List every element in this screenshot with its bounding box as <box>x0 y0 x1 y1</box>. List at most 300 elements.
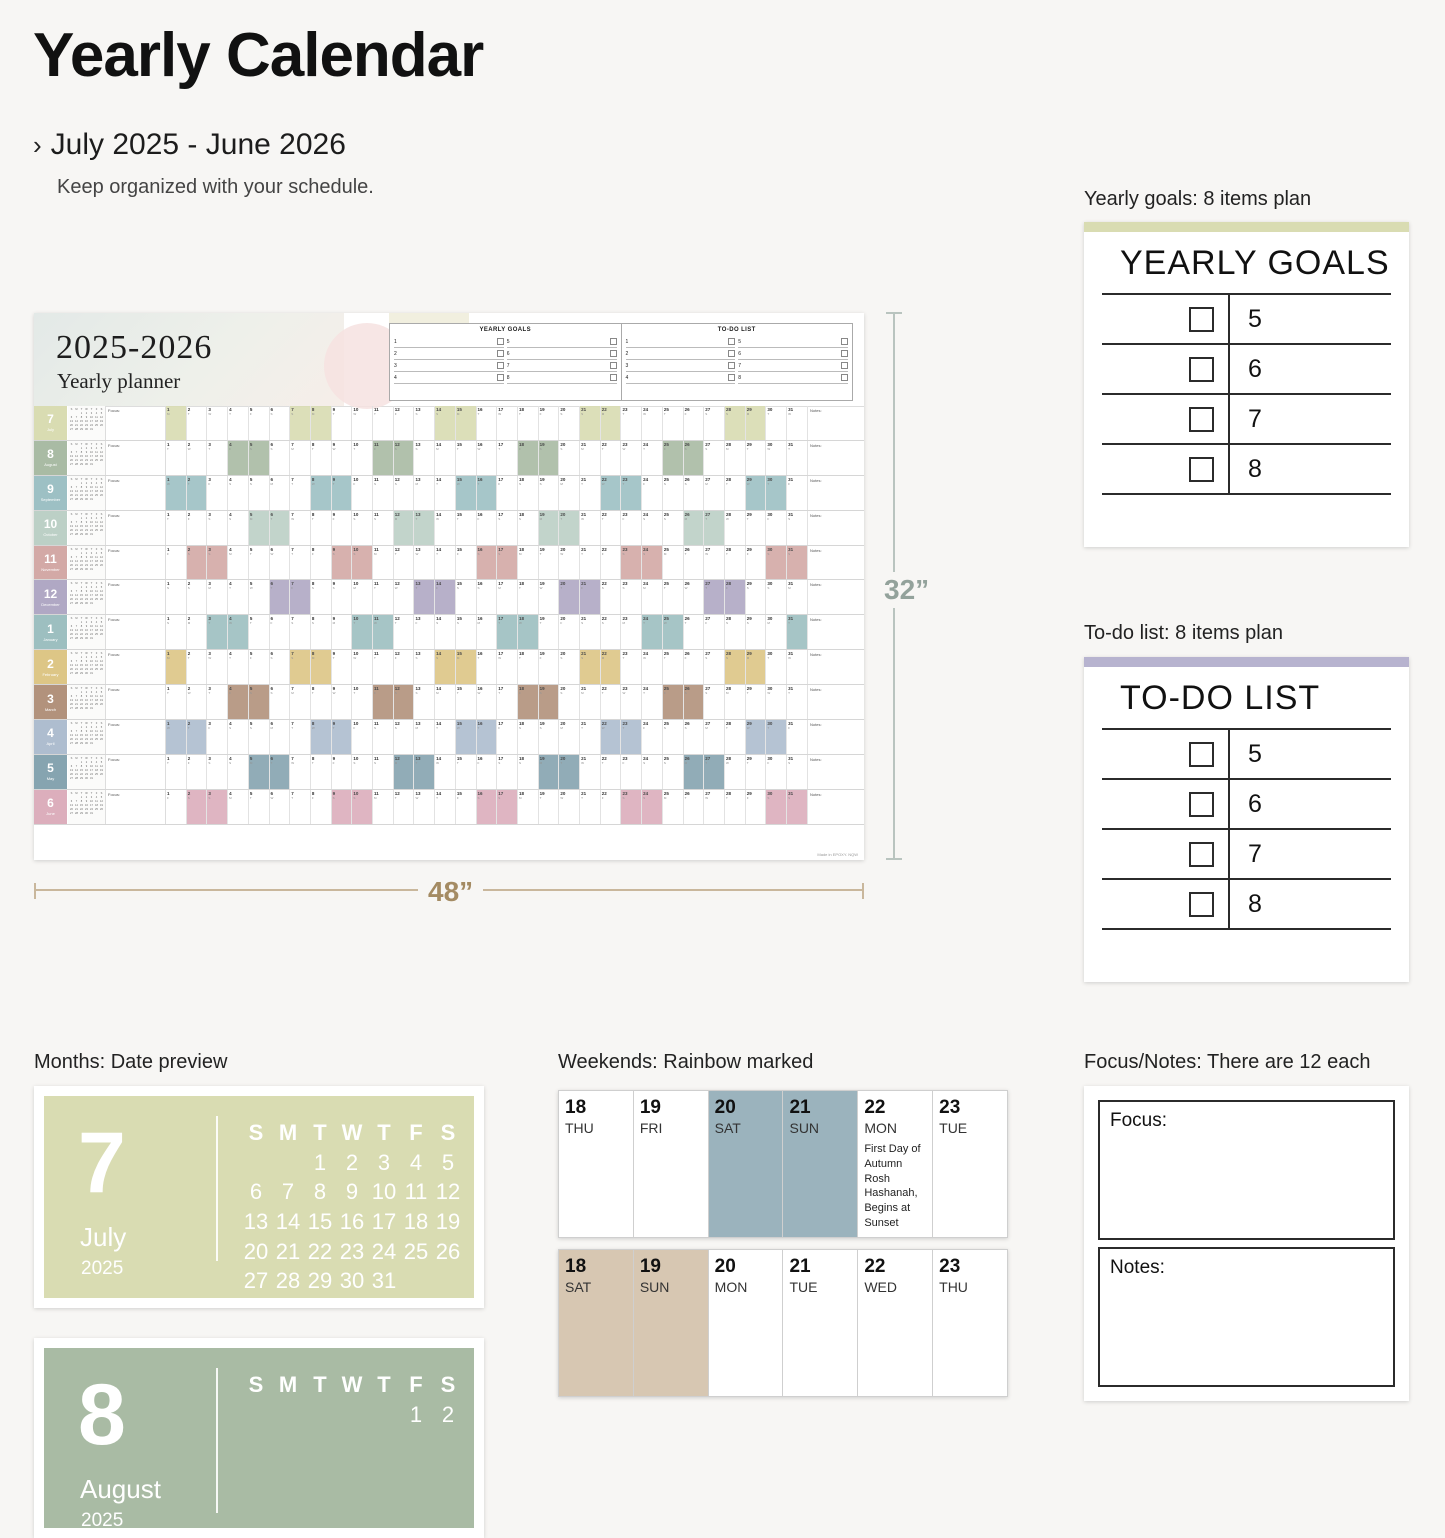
weekday-label: W <box>341 1372 363 1397</box>
poster-day-cell: 11 M <box>373 546 394 580</box>
poster-day-cell: 23 F <box>621 755 642 789</box>
checklist-checkbox-cell[interactable] <box>1102 345 1230 395</box>
poster-focus-cell: Focus: <box>106 650 166 684</box>
poster-day-cell: 30 S <box>766 580 787 614</box>
poster-day-cell: 17 T <box>497 615 518 649</box>
poster-day-cell: 12 T <box>394 615 415 649</box>
poster-day-cell: 16 T <box>477 406 498 440</box>
poster-checklist-line <box>738 348 848 360</box>
poster-notes-cell: Notes: <box>810 442 822 448</box>
poster-day-cell: 13 S <box>414 685 435 719</box>
poster-day-cell: 5 M <box>249 511 270 545</box>
poster-month-number: 8 <box>47 447 54 462</box>
poster-month-tag <box>34 615 68 649</box>
weekend-day-label: WED <box>864 1279 897 1295</box>
holiday-note-line: First Day of Autumn <box>864 1142 921 1170</box>
poster-day-cell: 13 S <box>414 406 435 440</box>
poster-day-cell: 28 S <box>725 406 746 440</box>
weekday-label: S <box>248 1120 264 1145</box>
poster-day-cell: 18 S <box>518 720 539 754</box>
checklist-checkbox-cell[interactable] <box>1102 395 1230 445</box>
checkbox-icon <box>610 362 617 369</box>
poster-day-cell: 31 W <box>787 406 808 440</box>
date-row <box>240 1266 464 1296</box>
poster-day-cell: 21 M <box>580 685 601 719</box>
checkbox-icon <box>841 350 848 357</box>
weekend-day-number: 19 <box>639 1256 661 1277</box>
poster-day-cell: 12 M <box>394 511 415 545</box>
poster-day-cell: 23 T <box>621 476 642 510</box>
poster-day-cells <box>166 650 808 684</box>
weekend-day-label: THU <box>939 1279 968 1295</box>
poster-notes-cell: Notes: <box>810 756 822 762</box>
poster-day-cell: 21 M <box>580 441 601 475</box>
poster-day-cell: 18 F <box>518 685 539 719</box>
poster-month-number: 5 <box>47 761 54 776</box>
poster-checklist-number: 1 <box>394 338 397 345</box>
poster-day-cell: 29 T <box>746 511 767 545</box>
poster-day-cell: 15 T <box>456 685 477 719</box>
date-cell: 28 <box>275 1268 301 1294</box>
date-cell: 22 <box>307 1238 333 1264</box>
poster-day-cell: 26 M <box>684 511 705 545</box>
poster-day-cell: 21 S <box>580 406 601 440</box>
poster-day-cell: 29 W <box>746 720 767 754</box>
poster-day-cell: 5 T <box>249 790 270 824</box>
poster-mini-calendar: S M T W T F S 1 2 3 4 5 6 7 8 9 10 11 12 13 14 15 16 17 18 19 20 21 22 23 24 25 26 27 28 29 30 31 <box>68 685 106 719</box>
poster-month-row <box>34 546 864 581</box>
poster-goal-todo-boxes <box>389 323 853 401</box>
weekend-day-number: 18 <box>565 1097 587 1118</box>
poster-day-cell: 8 W <box>311 720 332 754</box>
weekend-day-cell <box>858 1091 933 1237</box>
poster-checklist-line <box>738 336 848 348</box>
poster-day-cell: 13 M <box>414 476 435 510</box>
weekday-label: F <box>409 1120 423 1145</box>
poster-day-cell: 6 M <box>270 476 291 510</box>
poster-day-cell: 20 M <box>559 720 580 754</box>
poster-day-cell: 26 T <box>684 615 705 649</box>
poster-day-cell: 26 F <box>684 406 705 440</box>
poster-day-cell: 26 S <box>684 476 705 510</box>
poster-day-cell: 28 M <box>725 441 746 475</box>
date-cell: 24 <box>371 1238 397 1264</box>
weekday-label: S <box>440 1120 456 1145</box>
poster-day-cell: 16 S <box>477 790 498 824</box>
poster-day-cell: 25 S <box>663 720 684 754</box>
checklist-checkbox-cell[interactable] <box>1102 445 1230 495</box>
checkbox-icon[interactable] <box>1189 792 1214 817</box>
poster-day-cell: 25 F <box>663 441 684 475</box>
poster-day-cell: 22 F <box>601 790 622 824</box>
poster-month-row <box>34 441 864 476</box>
poster-day-cell: 9 S <box>332 580 353 614</box>
poster-day-cell: 12 S <box>394 685 415 719</box>
poster-day-cell: 6 W <box>270 790 291 824</box>
poster-day-cell: 27 S <box>704 406 725 440</box>
poster-day-cell: 8 W <box>311 476 332 510</box>
weekend-day-label: MON <box>714 1279 748 1295</box>
poster-month-tag <box>34 720 68 754</box>
poster-day-cell: 24 T <box>642 615 663 649</box>
poster-day-cell: 6 T <box>270 755 291 789</box>
poster-day-cell: 3 F <box>207 720 228 754</box>
poster-day-cell: 18 M <box>518 790 539 824</box>
poster-year-title: 2025-2026 <box>56 329 213 366</box>
checkbox-icon <box>497 350 504 357</box>
poster-day-cell: 26 T <box>684 546 705 580</box>
poster-day-cell: 13 S <box>414 650 435 684</box>
poster-day-cell: 12 S <box>394 476 415 510</box>
yearly-goals-card <box>1084 222 1409 547</box>
poster-day-cell: 4 M <box>228 546 249 580</box>
poster-day-cell: 31 F <box>787 476 808 510</box>
poster-focus-cell: Focus: <box>106 790 166 824</box>
poster-checklist-number: 6 <box>506 350 510 357</box>
poster-day-cell: 4 F <box>228 685 249 719</box>
checkbox-icon[interactable] <box>1189 842 1214 867</box>
weekend-day-label: THU <box>565 1120 594 1136</box>
poster-day-cell: 2 W <box>187 685 208 719</box>
poster-day-cell: 19 M <box>539 755 560 789</box>
date-cell <box>304 1400 336 1430</box>
date-cell: 9 <box>345 1179 359 1205</box>
poster-day-cell: 27 W <box>704 546 725 580</box>
poster-month-row <box>34 790 864 825</box>
checkbox-icon[interactable] <box>1189 357 1214 382</box>
poster-day-cell: 23 W <box>621 441 642 475</box>
poster-day-cell: 19 S <box>539 720 560 754</box>
weekend-day-number: 19 <box>639 1097 661 1118</box>
poster-day-cell: 9 T <box>332 476 353 510</box>
poster-day-cell: 19 F <box>539 650 560 684</box>
poster-day-cells <box>166 720 808 754</box>
poster-checklist-number: 1 <box>625 338 629 345</box>
poster-day-cell: 22 T <box>601 511 622 545</box>
checklist-row <box>1102 295 1391 345</box>
poster-day-cell: 1 W <box>166 720 187 754</box>
poster-day-cell: 6 T <box>270 580 291 614</box>
month-preview-divider <box>216 1116 218 1261</box>
poster-day-cell: 29 T <box>746 755 767 789</box>
poster-day-cell: 10 W <box>352 650 373 684</box>
poster-day-cell: 20 T <box>559 511 580 545</box>
poster-day-cell: 29 T <box>746 441 767 475</box>
month-preview-grid <box>220 1348 474 1528</box>
checkbox-icon[interactable] <box>1189 457 1214 482</box>
weekend-day-cell <box>634 1250 709 1396</box>
poster-day-cell: 15 W <box>456 476 477 510</box>
month-preview-year: 2025 <box>81 1510 124 1531</box>
poster-day-cell: 2 S <box>187 546 208 580</box>
poster-day-cell: 20 S <box>559 650 580 684</box>
checklist-checkbox-cell[interactable] <box>1102 880 1230 930</box>
poster-focus-cell: Focus: <box>106 406 166 440</box>
poster-month-number: 12 <box>43 586 58 601</box>
poster-day-cell: 27 S <box>704 685 725 719</box>
date-cell: 16 <box>339 1209 365 1235</box>
poster-day-cell: 22 T <box>601 685 622 719</box>
poster-day-cell: 7 M <box>290 441 311 475</box>
poster-day-cell: 18 F <box>518 441 539 475</box>
poster-month-number: 6 <box>47 796 54 811</box>
poster-day-cell: 22 F <box>601 546 622 580</box>
date-cell: 25 <box>403 1238 429 1264</box>
checkbox-icon <box>841 374 848 381</box>
poster-day-cell: 20 S <box>559 406 580 440</box>
poster-day-cell: 17 T <box>497 685 518 719</box>
poster-day-cell: 3 T <box>207 615 228 649</box>
poster-day-cell: 29 W <box>746 476 767 510</box>
poster-day-cell: 21 S <box>580 615 601 649</box>
poster-month-tag <box>34 790 68 824</box>
poster-checklist-line <box>394 360 504 372</box>
poster-day-cell: 8 S <box>311 580 332 614</box>
poster-checklist-line <box>394 336 504 348</box>
holiday-note <box>864 1142 926 1231</box>
poster-day-cell: 7 S <box>290 650 311 684</box>
poster-day-cell: 7 F <box>290 580 311 614</box>
poster-day-cell: 8 T <box>311 685 332 719</box>
poster-day-cell: 6 S <box>270 441 291 475</box>
poster-todo-box <box>622 324 853 400</box>
poster-day-cell: 15 F <box>456 546 477 580</box>
checklist-row <box>1102 830 1391 880</box>
weekend-day-label: FRI <box>639 1120 663 1136</box>
poster-day-cell: 3 T <box>207 685 228 719</box>
weekend-day-number: 20 <box>714 1256 736 1277</box>
checklist-checkbox-cell[interactable] <box>1102 295 1230 345</box>
poster-todo-rows <box>626 336 849 384</box>
poster-day-cell: 20 T <box>559 580 580 614</box>
poster-day-cell: 26 T <box>684 790 705 824</box>
poster-day-cells <box>166 476 808 510</box>
poster-day-cell: 28 T <box>725 546 746 580</box>
poster-focus-cell: Focus: <box>106 615 166 649</box>
todo-list-card <box>1084 657 1409 982</box>
poster-day-cell: 24 F <box>642 720 663 754</box>
poster-day-cell: 23 T <box>621 650 642 684</box>
poster-day-cell: 28 S <box>725 615 746 649</box>
poster-day-cell: 4 T <box>228 406 249 440</box>
poster-day-cell: 23 S <box>621 546 642 580</box>
poster-day-cell: 12 W <box>394 580 415 614</box>
checklist-checkbox-cell[interactable] <box>1102 780 1230 830</box>
poster-day-cell: 20 W <box>559 546 580 580</box>
poster-day-cell: 26 M <box>684 755 705 789</box>
poster-day-cell: 7 T <box>290 476 311 510</box>
date-cell <box>432 1266 464 1296</box>
poster-day-cell: 31 T <box>787 685 808 719</box>
poster-day-cell: 31 T <box>787 441 808 475</box>
holiday-note-line: Rosh Hashanah, <box>864 1172 918 1200</box>
poster-day-cell: 21 T <box>580 720 601 754</box>
poster-day-cell: 24 S <box>642 546 663 580</box>
poster-day-cell: 25 T <box>663 406 684 440</box>
poster-mini-calendar: S M T W T F S 1 2 3 4 5 6 7 8 9 10 11 12 13 14 15 16 17 18 19 20 21 22 23 24 25 26 27 28 29 30 31 <box>68 755 106 789</box>
poster-day-cell: 4 T <box>228 580 249 614</box>
poster-day-cell: 24 T <box>642 441 663 475</box>
weekday-label: F <box>409 1372 423 1397</box>
date-cell: 17 <box>371 1209 397 1235</box>
poster-day-cell: 30 M <box>766 615 787 649</box>
poster-checklist-line <box>394 372 504 384</box>
poster-day-cells <box>166 615 808 649</box>
poster-checklist-line <box>507 360 617 372</box>
weekend-day-cell <box>858 1250 933 1396</box>
notes-box[interactable]: Notes: <box>1098 1247 1395 1387</box>
date-row <box>240 1207 464 1237</box>
checkbox-icon <box>841 338 848 345</box>
poster-day-cell: 30 W <box>766 441 787 475</box>
poster-day-cell: 11 S <box>373 511 394 545</box>
checkbox-icon[interactable] <box>1189 892 1214 917</box>
poster-day-cell: 29 M <box>746 406 767 440</box>
poster-day-cell: 27 T <box>704 511 725 545</box>
poster-day-cell: 23 S <box>621 580 642 614</box>
date-cell: 4 <box>409 1149 423 1175</box>
poster-day-cell: 10 W <box>352 406 373 440</box>
todo-caption: To-do list: 8 items plan <box>1084 622 1283 644</box>
poster-day-cell: 18 M <box>518 546 539 580</box>
weekend-day-cell <box>709 1250 784 1396</box>
poster-day-cell: 11 S <box>373 720 394 754</box>
poster-day-cell: 1 T <box>166 755 187 789</box>
weekend-day-number: 21 <box>789 1097 811 1118</box>
subtitle-row <box>33 128 346 162</box>
checklist-row <box>1102 730 1391 780</box>
poster-day-cell: 15 S <box>456 580 477 614</box>
poster-day-cell: 31 F <box>787 720 808 754</box>
poster-day-cell: 24 F <box>642 476 663 510</box>
poster-focus-cell: Focus: <box>106 441 166 475</box>
poster-day-cell: 2 T <box>187 720 208 754</box>
todo-card-footer <box>1102 930 1391 960</box>
poster-day-cell: 25 S <box>663 511 684 545</box>
poster-mini-calendar: S M T W T F S 1 2 3 4 5 6 7 8 9 10 11 12 13 14 15 16 17 18 19 20 21 22 23 24 25 26 27 28 29 30 31 <box>68 476 106 510</box>
date-cell: 23 <box>339 1238 365 1264</box>
poster-day-cell: 3 S <box>207 511 228 545</box>
poster-checklist-number: 3 <box>625 362 629 369</box>
poster-day-cell: 13 T <box>414 511 435 545</box>
goals-caption: Yearly goals: 8 items plan <box>1084 188 1312 210</box>
poster-day-cell: 3 S <box>207 755 228 789</box>
weekend-day-cell <box>933 1250 1007 1396</box>
poster-day-cell: 2 M <box>187 615 208 649</box>
date-cell: 3 <box>377 1149 391 1175</box>
poster-day-cell: 17 S <box>497 546 518 580</box>
month-preview-grid <box>220 1096 474 1298</box>
poster-day-cell: 14 F <box>435 580 456 614</box>
poster-day-cell: 28 T <box>725 476 746 510</box>
poster-month-row <box>34 685 864 720</box>
poster-day-cell: 23 T <box>621 720 642 754</box>
poster-month-number: 2 <box>47 656 54 671</box>
poster-day-cell: 18 S <box>518 755 539 789</box>
poster-checklist-line <box>738 360 848 372</box>
poster-day-cell: 20 S <box>559 685 580 719</box>
poster-day-cell: 30 F <box>766 755 787 789</box>
weekend-day-cell <box>933 1091 1007 1237</box>
poster-day-cell: 9 S <box>332 546 353 580</box>
poster-day-cell: 12 F <box>394 650 415 684</box>
weekday-label: T <box>377 1120 391 1145</box>
focus-box[interactable]: Focus: <box>1098 1100 1395 1240</box>
poster-month-number: 9 <box>47 482 54 497</box>
poster-month-number: 1 <box>47 621 54 636</box>
checklist-item-label: 6 <box>1230 345 1391 395</box>
poster-day-cell: 13 W <box>414 790 435 824</box>
date-cell <box>368 1400 400 1430</box>
month-preview-july <box>34 1086 484 1308</box>
poster-month-tag <box>34 580 68 614</box>
poster-month-row <box>34 511 864 546</box>
poster-day-cell: 28 S <box>725 650 746 684</box>
checkbox-icon[interactable] <box>1189 742 1214 767</box>
poster-day-cell: 9 W <box>332 685 353 719</box>
todo-card-title: TO-DO LIST <box>1102 657 1391 730</box>
poster-day-cell: 3 F <box>207 476 228 510</box>
weekend-day-label: SUN <box>639 1279 670 1295</box>
checkbox-icon[interactable] <box>1189 307 1214 332</box>
poster-day-cell: 28 W <box>725 511 746 545</box>
poster-month-name: January <box>43 636 58 642</box>
poster-day-cell: 19 S <box>539 476 560 510</box>
date-cell <box>336 1400 368 1430</box>
poster-day-cell: 3 S <box>207 790 228 824</box>
month-preview-august <box>34 1338 484 1538</box>
checklist-item-label: 8 <box>1230 445 1391 495</box>
date-row <box>240 1400 464 1430</box>
poster-checklist-number: 8 <box>738 374 742 381</box>
poster-day-cell: 24 S <box>642 755 663 789</box>
poster-day-cell: 5 S <box>249 441 270 475</box>
weekend-day-label: SUN <box>789 1120 820 1136</box>
poster-header <box>34 313 864 407</box>
poster-day-cell: 19 S <box>539 441 560 475</box>
poster-day-cell: 12 M <box>394 755 415 789</box>
checklist-item-label: 8 <box>1230 880 1391 930</box>
checklist-item-label: 5 <box>1230 730 1391 780</box>
poster-month-name: May <box>46 776 55 782</box>
poster-day-cell: 13 M <box>414 720 435 754</box>
weekend-day-number: 21 <box>789 1256 811 1277</box>
poster-day-cell: 17 S <box>497 511 518 545</box>
poster-day-cell: 10 F <box>352 476 373 510</box>
month-preview-august-inner <box>44 1348 474 1531</box>
date-cell: 1 <box>409 1401 423 1427</box>
checkbox-icon <box>497 362 504 369</box>
checklist-checkbox-cell[interactable] <box>1102 830 1230 880</box>
poster-day-cell: 25 F <box>663 685 684 719</box>
poster-day-cell: 23 W <box>621 685 642 719</box>
poster-month-number: 7 <box>47 412 54 427</box>
poster-day-cell: 19 T <box>539 546 560 580</box>
date-row <box>240 1237 464 1267</box>
poster-day-cell: 2 T <box>187 406 208 440</box>
weekend-strip-row-2 <box>558 1249 1008 1397</box>
checkbox-icon[interactable] <box>1189 407 1214 432</box>
checklist-row <box>1102 395 1391 445</box>
poster-yearly-goals-box <box>390 324 622 400</box>
date-row <box>240 1148 464 1178</box>
goals-card-rows <box>1084 295 1409 495</box>
poster-day-cell: 29 M <box>746 650 767 684</box>
poster-day-cell: 8 T <box>311 511 332 545</box>
poster-day-cell: 15 M <box>456 650 477 684</box>
weekend-day-label: SAT <box>565 1279 592 1295</box>
checklist-checkbox-cell[interactable] <box>1102 730 1230 780</box>
